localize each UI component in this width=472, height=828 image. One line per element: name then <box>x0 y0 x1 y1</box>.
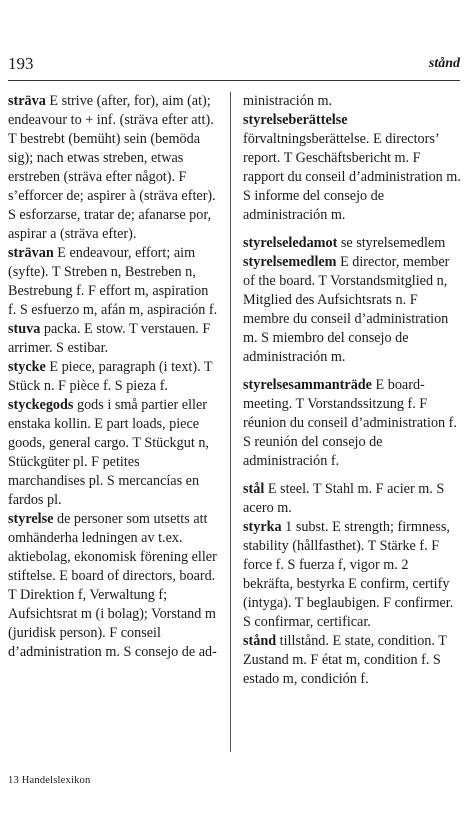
definition: packa. E stow. T verstauen. F arrimer. S estibar. <box>8 321 211 356</box>
dictionary-entry <box>8 510 220 662</box>
definition: ministración m. <box>243 93 333 109</box>
headword: stånd <box>243 633 277 649</box>
column-divider <box>230 92 231 752</box>
signature-mark: 13 Handelslexikon <box>8 775 91 786</box>
headword: styrka <box>243 519 282 535</box>
dictionary-entry <box>243 480 462 518</box>
headword: styrelse <box>8 511 54 527</box>
definition: E steel. T Stahl m. F acier m. S acero m. <box>243 481 445 516</box>
running-head: stånd <box>428 56 460 71</box>
definition: tillstånd. E state, condition. T Zustand m. F état m, condition f. S estado m, condición f. <box>243 633 447 687</box>
dictionary-entry <box>243 253 462 367</box>
dictionary-entry <box>243 376 462 471</box>
headword: styrelseberättelse <box>243 112 348 128</box>
definition: E endeavour, effort; aim (syfte). T Streben n, Bestreben n, Bestrebung f. F effort m, aspiration f. S esfuerzo m, afán m, aspiración f. <box>8 245 218 318</box>
definition: förvaltningsberättelse. E directors’ report. T Geschäftsbericht m. F rapport du conseil d’administration m. S informe del consejo de administración m. <box>243 131 461 223</box>
headword: stycke <box>8 359 46 375</box>
definition: gods i små partier eller enstaka kollin. E part loads, piece goods, general cargo. T Stückgut n, Stückgüter pl. F petites marchandises pl. S mercancías en fardos pl. <box>8 397 209 508</box>
page-number: 193 <box>8 54 34 73</box>
definition: E director, member of the board. T Vorstandsmitglied n, Mitglied des Aufsichtsrats n. F membre du conseil d’administration m. S miembro del consejo de administración m. <box>243 254 450 365</box>
dictionary-entry <box>243 518 462 632</box>
definition: de personer som utsetts att omhänderha ledningen av t.ex. aktiebolag, ekonomisk förening eller stiftelse. E board of directors, board. T Direktion f, Verwaltung f; Aufsichtsrat m (i bolag); Vorstand m (juridisk person). F conseil d’administration m. S consejo de ad- <box>8 511 217 660</box>
definition: 1 subst. E strength; firmness, stability (hållfasthet). T Stärke f. F force f. S fuerza f, vigor m. 2 bekräfta, bestyrka E confirm, certify (intyga). T beglaubigen. F confirmer. S confirmar, certificar. <box>243 519 454 630</box>
headword: styrelseledamot <box>243 235 338 251</box>
definition: se styrelsemedlem <box>337 235 446 251</box>
dictionary-entry <box>243 234 462 253</box>
headword: strävan <box>8 245 54 261</box>
dictionary-entry <box>8 320 220 358</box>
dictionary-entry <box>243 92 462 111</box>
header-rule <box>8 80 460 81</box>
dictionary-entry <box>243 632 462 689</box>
left-column <box>8 92 220 662</box>
headword: styrelsesammanträde <box>243 377 372 393</box>
dictionary-entry <box>8 396 220 510</box>
headword: styrelsemedlem <box>243 254 337 270</box>
dictionary-entry <box>8 358 220 396</box>
headword: stål <box>243 481 265 497</box>
dictionary-entry <box>243 111 462 225</box>
headword: sträva <box>8 93 46 109</box>
definition: E strive (after, for), aim (at); endeavour to + inf. (sträva efter att). T bestrebt (bemüht) sein (bemöda sig); nach etwas streben, etwas erstreben (sträva efter något). F s’efforcer de; aspirer à (sträva efter). S esforzarse, tratar de; afanarse por, aspirar a (sträva efter). <box>8 93 216 242</box>
headword: styckegods <box>8 397 74 413</box>
dictionary-entry <box>8 92 220 244</box>
headword: stuva <box>8 321 41 337</box>
right-column <box>243 92 462 689</box>
dictionary-entry <box>8 244 220 320</box>
definition: E piece, paragraph (i text). T Stück n. F pièce f. S pieza f. <box>8 359 213 394</box>
definition: E board-meeting. T Vorstandssitzung f. F réunion du conseil d’administration f. S reunión del consejo de administración f. <box>243 377 457 469</box>
page-header <box>8 54 460 76</box>
